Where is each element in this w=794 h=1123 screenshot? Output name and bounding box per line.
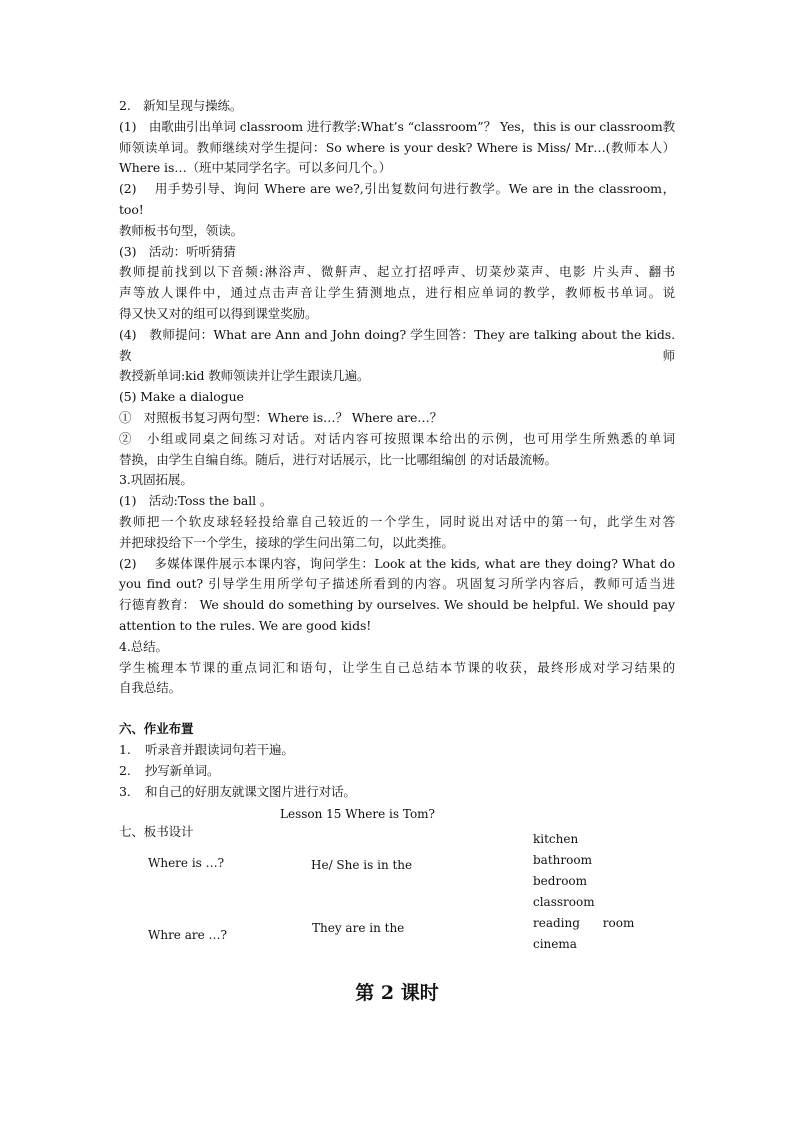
paragraph-line: 并把球投给下一个学生，接球的学生问出第二句，以此类推。 (119, 534, 454, 550)
paragraph-line: (2) 用手势引导、询问 Where are we?,引出复数问句进行教学。We are in the classroom，too! (119, 181, 675, 217)
paragraph-line: 行德育教育： We should do something by ourselves. We should be helpful. We should pay (119, 597, 675, 613)
homework-item (119, 761, 675, 782)
paragraph-line: (2) 多媒体课件展示本课内容，询问学生：Look at the kids, what are they doing? What do (119, 555, 675, 571)
lesson-plan-body (119, 96, 675, 843)
paragraph-line: you find out? 引导学生用所学句子描述所看到的内容。巩固复习所学内容后，教师可适当进 (119, 576, 675, 592)
list-number: 1. (119, 741, 131, 757)
section-4-heading: 4.总结。 (119, 638, 168, 654)
paragraph-line: (1) 活动:Toss the ball 。 (119, 493, 273, 509)
spacer (119, 699, 675, 719)
board-answer-1: He/ She is in the (311, 858, 413, 872)
paragraph-line: (5) Make a dialogue (119, 389, 244, 405)
board-word: kitchen (533, 832, 579, 846)
section-2-heading: 2. 新知呈现与操练。 (119, 98, 243, 113)
paragraph-line: 学生梳理本节课的重点词汇和语句，让学生自己总结本节课的收获，最终形成对学习结果的 (119, 659, 675, 675)
homework-item (119, 740, 675, 761)
paragraph-line: 教师把一个软皮球轻轻投给靠自己较近的一个学生，同时说出对话中的第一句，此学生对答 (119, 513, 675, 529)
paragraph-line: attention to the rules. We are good kids! (119, 617, 372, 633)
homework-heading: 六、作业布置 (119, 721, 194, 737)
paragraph-line: ① 对照板书复习两句型：Where is…？ Where are…？ (119, 409, 443, 425)
section-3-heading: 3.巩固拓展。 (119, 472, 193, 488)
list-number: 3. (119, 783, 131, 799)
paragraph-line: (3) 活动：听听猜猜 (119, 243, 236, 259)
board-question-1: Where is …? (148, 856, 225, 870)
board-question-2: Whre are …? (148, 928, 227, 942)
board-answer-2: They are in the (312, 921, 405, 935)
board-word: bathroom (533, 853, 592, 867)
list-text: 和自己的好朋友就课文图片进行对话。 (145, 783, 356, 799)
next-lesson-title: 第 2 课时 (355, 982, 439, 1004)
paragraph-line: 师领读单词。教师继续对学生提问：So where is your desk? Where is Miss/ Mr…(教师本人） (119, 139, 675, 155)
board-lesson-title: Lesson 15 Where is Tom? (280, 807, 435, 821)
paragraph-line: 得又快又对的组可以得到课堂奖励。 (119, 305, 318, 321)
paragraph-line: Where is…（班中某同学名字。可以多问几个。） (119, 160, 392, 176)
board-word: bedroom (533, 874, 588, 888)
paragraph-line: 教师板书句型，领读。 (119, 222, 244, 238)
paragraph-line: (4) 教师提问：What are Ann and John doing? 学生回答：They are talking about the kids.教师 (119, 326, 675, 363)
board-word: cinema (533, 937, 577, 951)
board-word: classroom (533, 895, 595, 909)
paragraph-line: 自我总结。 (119, 680, 182, 696)
paragraph-line: 声等放人课件中，通过点击声音让学生猜测地点，进行相应单词的教学，教师板书单词。说 (119, 285, 675, 301)
paragraph-line: 替换，由学生自编自练。随后，进行对话展示，比一比哪组编创 的对话最流畅。 (119, 451, 557, 467)
board-word-list (533, 829, 634, 955)
list-number: 2. (119, 762, 131, 778)
paragraph-line: 教授新单词:kid 教师领读并让学生跟读几遍。 (119, 368, 370, 384)
paragraph-line: (1) 由歌曲引出单词 classroom 进行教学:What’s “classroom”？ Yes，this is our classroom教 (119, 118, 675, 134)
paragraph-line: 教师提前找到以下音频:淋浴声、微鼾声、起立打招呼声、切菜炒菜声、电影 片头声、翻书 (119, 264, 675, 280)
list-text: 听录音并跟读词句若干遍。 (145, 741, 294, 757)
board-design-heading: 七、板书设计 (119, 824, 194, 840)
paragraph-line: ② 小组或同桌之间练习对话。对话内容可按照课本给出的示例，也可用学生所熟悉的单词 (119, 430, 675, 446)
list-text: 抄写新单词。 (145, 762, 220, 778)
homework-item (119, 782, 675, 803)
board-word: reading room (533, 916, 635, 930)
